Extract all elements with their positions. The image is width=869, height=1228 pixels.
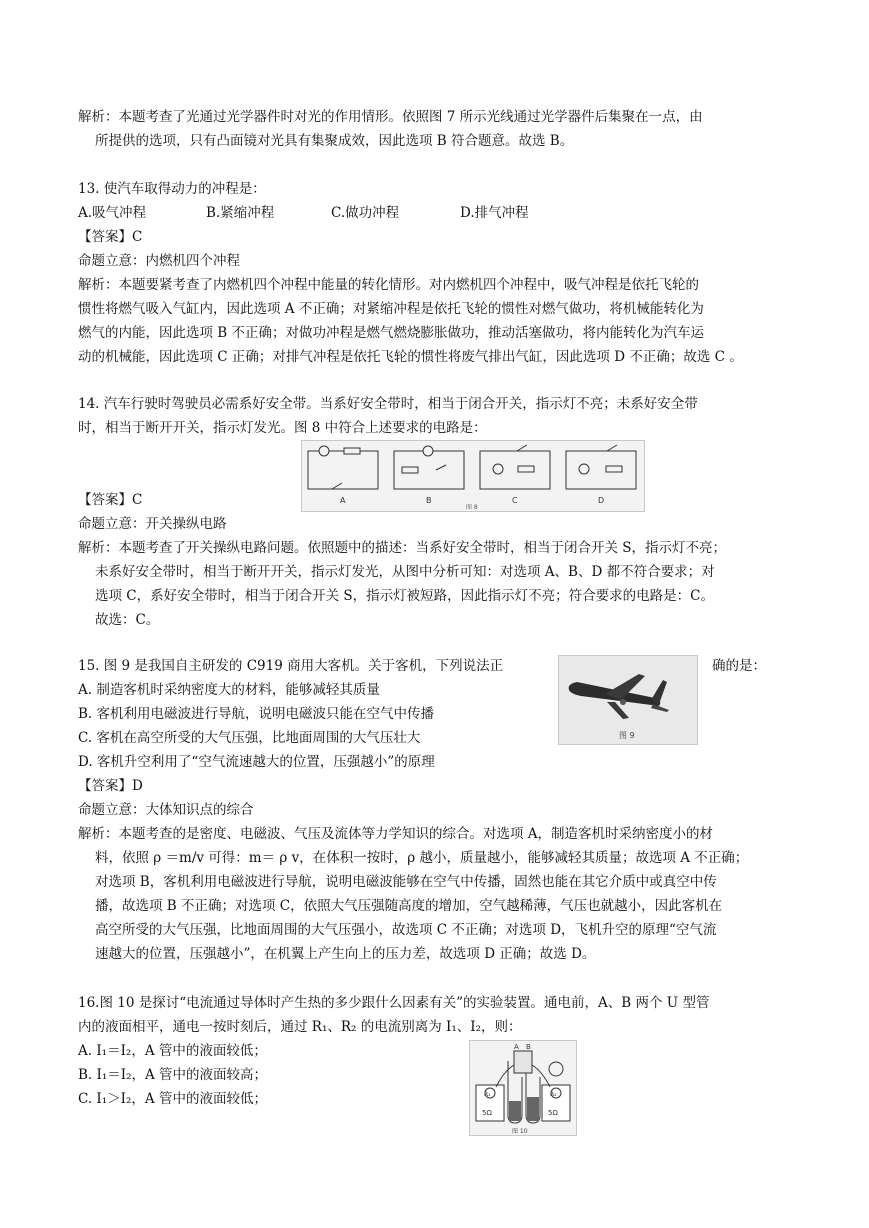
- q13-analysis-line-3: 燃气的内能，因此选项 B 不正确；对做功冲程是燃气燃烧膨胀做功，推动活塞做功，将内能转化为汽车运: [78, 325, 705, 341]
- q16-question-line-1: 16.图 10 是探讨“电流通过导体时产生热的多少跟什么因素有关”的实验装置。通电前，A、B 两个 U 型管: [78, 995, 710, 1011]
- fig10-label-a: A: [514, 1043, 519, 1051]
- q15-analysis-line-5: 高空所受的大气压强，比地面周围的大气压强小，故选项 C 不正确；对选项 D，飞机升空的原理“空气流: [95, 922, 717, 938]
- q15-analysis-line-1: 解析：本题考查的是密度、电磁波、气压及流体等力学知识的综合。对选项 A，制造客机时采纳密度小的材: [78, 826, 714, 842]
- fig8-label-a: A: [340, 496, 346, 505]
- fig8-label-b: B: [426, 496, 432, 505]
- apparatus-diagram: [470, 1041, 576, 1135]
- q14-question-line-1: 14. 汽车行驶时驾驶员必需系好安全带。当系好安全带时，相当于闭合开关，指示灯不亮；未系好安全带: [78, 396, 698, 412]
- fig10-label-res2: 5Ω: [548, 1109, 558, 1117]
- fig10-caption: 图 10: [512, 1128, 528, 1135]
- q13-option-b: B.紧缩冲程: [206, 205, 275, 221]
- q13-analysis-line-4: 动的机械能，因此选项 C 正确；对排气冲程是依托飞轮的惯性将废气排出气缸，因此选项 D 不正确；故选 C 。: [78, 349, 743, 365]
- figure-10-apparatus: [469, 1040, 577, 1136]
- fig8-label-d: D: [598, 496, 605, 505]
- q15-option-b: B. 客机利用电磁波进行导航，说明电磁波只能在空气中传播: [78, 706, 435, 722]
- q15-answer: 【答案】D: [78, 778, 143, 794]
- figure-8-circuits: [301, 440, 645, 512]
- q12-analysis-line-2: 所提供的选项，只有凸面镜对光具有集聚成效，因此选项 B 符合题意。故选 B。: [95, 133, 574, 149]
- figure-9-airplane: [558, 655, 698, 745]
- q13-analysis-line-1: 解析：本题要紧考查了内燃机四个冲程中能量的转化情形。对内燃机四个冲程中，吸气冲程是依托飞轮的: [78, 277, 699, 293]
- circuit-diagram: [302, 441, 644, 511]
- fig8-caption: 图 8: [466, 504, 478, 511]
- q12-analysis-line-1: 解析：本题考查了光通过光学器件时对光的作用情形。依照图 7 所示光线通过光学器件后集聚在一点，由: [78, 109, 703, 125]
- q16-option-b: B. I₁＝I₂，A 管中的液面较高；: [78, 1067, 268, 1083]
- q13-option-c: C.做功冲程: [331, 205, 400, 221]
- q15-option-d: D. 客机升空利用了“空气流速越大的位置，压强越小”的原理: [78, 754, 435, 770]
- q14-question-line-2: 时，相当于断开开关，指示灯发光。图 8 中符合上述要求的电路是：: [78, 420, 487, 436]
- airplane-image: [559, 656, 697, 744]
- q15-analysis-line-3: 对选项 B，客机利用电磁波进行导航，说明电磁波能够在空气中传播，固然也能在其它介质中或真空中传: [95, 874, 717, 890]
- q15-analysis-line-4: 播，故选项 B 不正确；对选项 C，依照大气压强随高度的增加，空气越稀薄，气压也就越小，因此客机在: [95, 898, 723, 914]
- fig9-caption: 图 9: [619, 731, 635, 740]
- fig10-label-b: B: [526, 1043, 531, 1051]
- q16-option-c: C. I₁＞I₂，A 管中的液面较低；: [78, 1091, 267, 1107]
- q13-question: 13. 使汽车取得动力的冲程是：: [78, 181, 266, 197]
- fig10-label-r2: R₂: [550, 1091, 557, 1098]
- q15-analysis-line-6: 速越大的位置，压强越小”，在机翼上产生向上的压力差，故选项 D 正确；故选 D。: [95, 946, 596, 962]
- q15-analysis-line-2: 料，依照 ρ ＝m/v 可得：m＝ ρ v，在体积一按时，ρ 越小，质量越小，能够减轻其质量；故选项 A 不正确；: [95, 850, 749, 866]
- q13-intent: 命题立意：内燃机四个冲程: [78, 253, 240, 269]
- q15-option-a: A. 制造客机时采纳密度大的材料，能够减轻其质量: [78, 682, 380, 698]
- q14-analysis-line-4: 故选：C。: [95, 612, 160, 628]
- q13-analysis-line-2: 惯性将燃气吸入气缸内，因此选项 A 不正确；对紧缩冲程是依托飞轮的惯性对燃气做功，将机械能转化为: [78, 301, 704, 317]
- q15-question-part-2: 确的是：: [712, 658, 766, 674]
- fig10-label-res1: 5Ω: [482, 1109, 492, 1117]
- q13-option-d: D.排气冲程: [460, 205, 529, 221]
- q14-intent: 命题立意：开关操纵电路: [78, 516, 227, 532]
- q15-option-c: C. 客机在高空所受的大气压强，比地面周围的大气压壮大: [78, 730, 421, 746]
- q15-intent: 命题立意：大体知识点的综合: [78, 802, 254, 818]
- q14-analysis-line-2: 未系好安全带时，相当于断开开关，指示灯发光，从图中分析可知：对选项 A、B、D 都不符合要求；对: [95, 564, 715, 580]
- fig10-label-r1: R₁: [484, 1091, 491, 1098]
- q13-option-a: A.吸气冲程: [78, 205, 147, 221]
- fig8-label-c: C: [512, 496, 518, 505]
- q14-analysis-line-1: 解析：本题考查了开关操纵电路问题。依照题中的描述：当系好安全带时，相当于闭合开关 S，指示灯不亮；: [78, 540, 727, 556]
- q16-question-line-2: 内的液面相平，通电一按时刻后，通过 R₁、R₂ 的电流别离为 I₁、I₂，则：: [78, 1019, 522, 1035]
- q14-answer: 【答案】C: [78, 492, 143, 508]
- q15-question-part-1: 15. 图 9 是我国自主研发的 C919 商用大客机。关于客机，下列说法正: [78, 658, 504, 674]
- q13-answer: 【答案】C: [78, 229, 143, 245]
- q14-analysis-line-3: 选项 C，系好安全带时，相当于闭合开关 S，指示灯被短路，因此指示灯不亮；符合要求的电路是：C。: [95, 588, 714, 604]
- q16-option-a: A. I₁＝I₂，A 管中的液面较低；: [78, 1043, 267, 1059]
